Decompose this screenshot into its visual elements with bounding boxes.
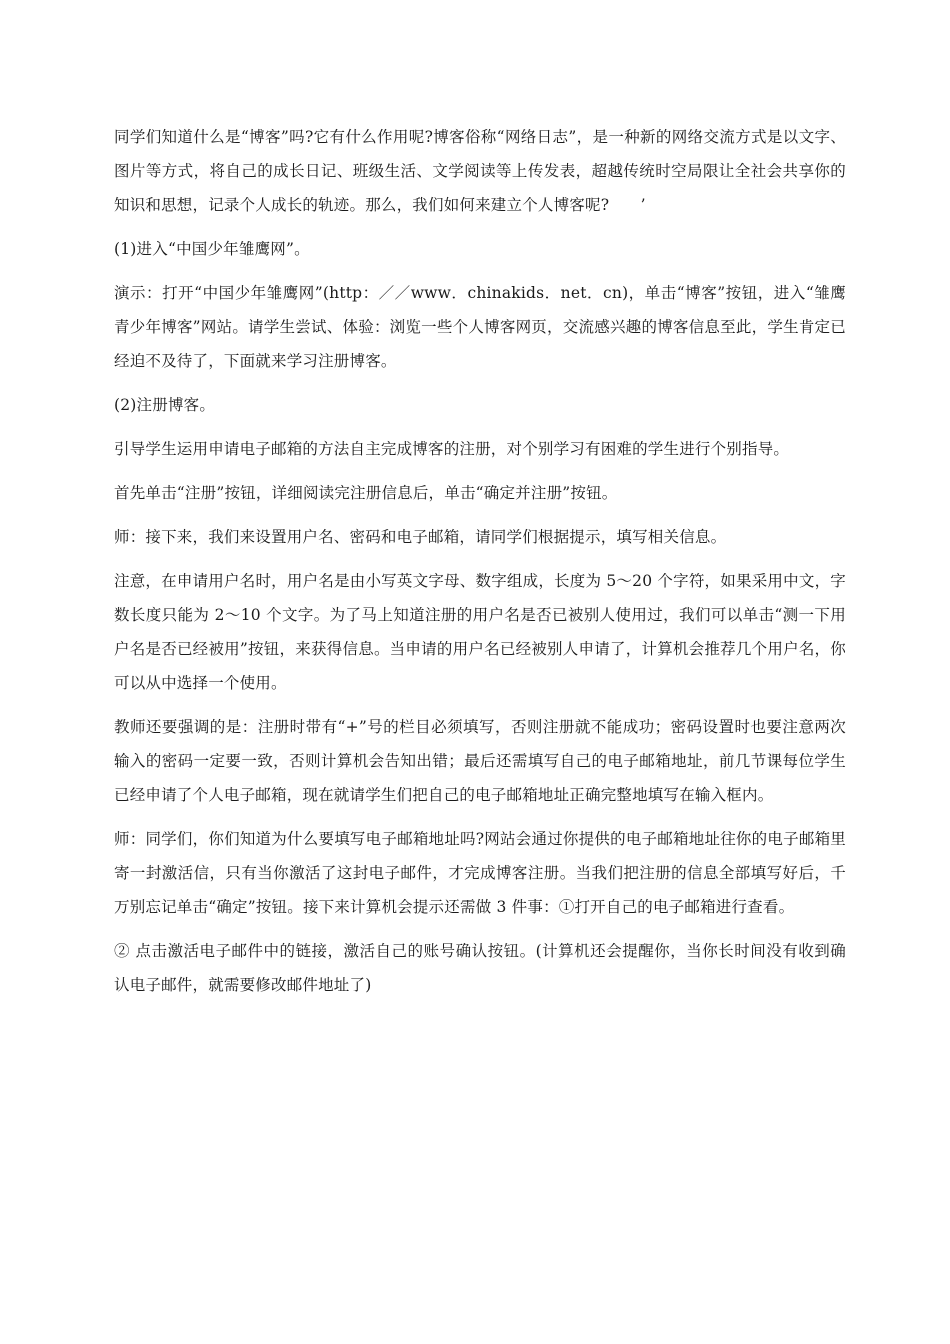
paragraph-email-activation: 师：同学们，你们知道为什么要填写电子邮箱地址吗?网站会通过你提供的电子邮箱地址往你的电子邮箱里寄一封激活信，只有当你激活了这封电子邮件，才完成博客注册。当我们把注册的信息全部填写好后，千万别忘记单击“确定”按钮。接下来计算机会提示还需做 3 件事：①打开自己的电子邮箱进行查看。 xyxy=(114,830,846,916)
paragraph-guide: 引导学生运用申请电子邮箱的方法自主完成博客的注册，对个别学习有困难的学生进行个别指导。 xyxy=(114,440,790,458)
paragraph-blog-intro: 同学们知道什么是“博客”吗?它有什么作用呢?博客俗称“网络日志”，是一种新的网络交流方式是以文字、图片等方式，将自己的成长日记、班级生活、文学阅读等上传发表，超越传统时空局限让全社会共享你的知识和思想，记录个人成长的轨迹。那么，我们如何来建立个人博客呢? ’ xyxy=(114,128,846,214)
paragraph-step-2-heading: (2)注册博客。 xyxy=(114,396,216,414)
paragraph-demo: 演示：打开“中国少年雏鹰网”(http：／／www．chinakids．net．cn)，单击“博客”按钮，进入“雏鹰青少年博客”网站。请学生尝试、体验：浏览一些个人博客网页，交流感兴趣的博客信息至此，学生肯定已经迫不及待了，下面就来学习注册博客。 xyxy=(114,284,846,370)
paragraph-activation-link: ② 点击激活电子邮件中的链接，激活自己的账号确认按钮。(计算机还会提醒你，当你长时间没有收到确认电子邮件，就需要修改邮件地址了) xyxy=(114,942,846,994)
paragraph-step-1-heading: (1)进入“中国少年雏鹰网”。 xyxy=(114,240,310,258)
paragraph-register-click: 首先单击“注册”按钮，详细阅读完注册信息后，单击“确定并注册”按钮。 xyxy=(114,484,618,502)
paragraph-teacher-setup: 师：接下来，我们来设置用户名、密码和电子邮箱，请同学们根据提示，填写相关信息。 xyxy=(114,528,727,546)
paragraph-teacher-emphasis: 教师还要强调的是：注册时带有“+”号的栏目必须填写，否则注册就不能成功；密码设置时也要注意两次输入的密码一定要一致，否则计算机会告知出错；最后还需填写自己的电子邮箱地址，前几节课每位学生已经申请了个人电子邮箱，现在就请学生们把自己的电子邮箱地址正确完整地填写在输入框内。 xyxy=(114,718,846,804)
paragraph-username-note: 注意，在申请用户名时，用户名是由小写英文字母、数字组成，长度为 5～20 个字符，如果采用中文，字数长度只能为 2～10 个文字。为了马上知道注册的用户名是否已被别人使用过，我们可以单击“测一下用户名是否已经被用”按钮，来获得信息。当申请的用户名已经被别人申请了，计算机会推荐几个用户名，你可以从中选择一个使用。 xyxy=(114,572,846,692)
document-page xyxy=(114,120,846,1012)
